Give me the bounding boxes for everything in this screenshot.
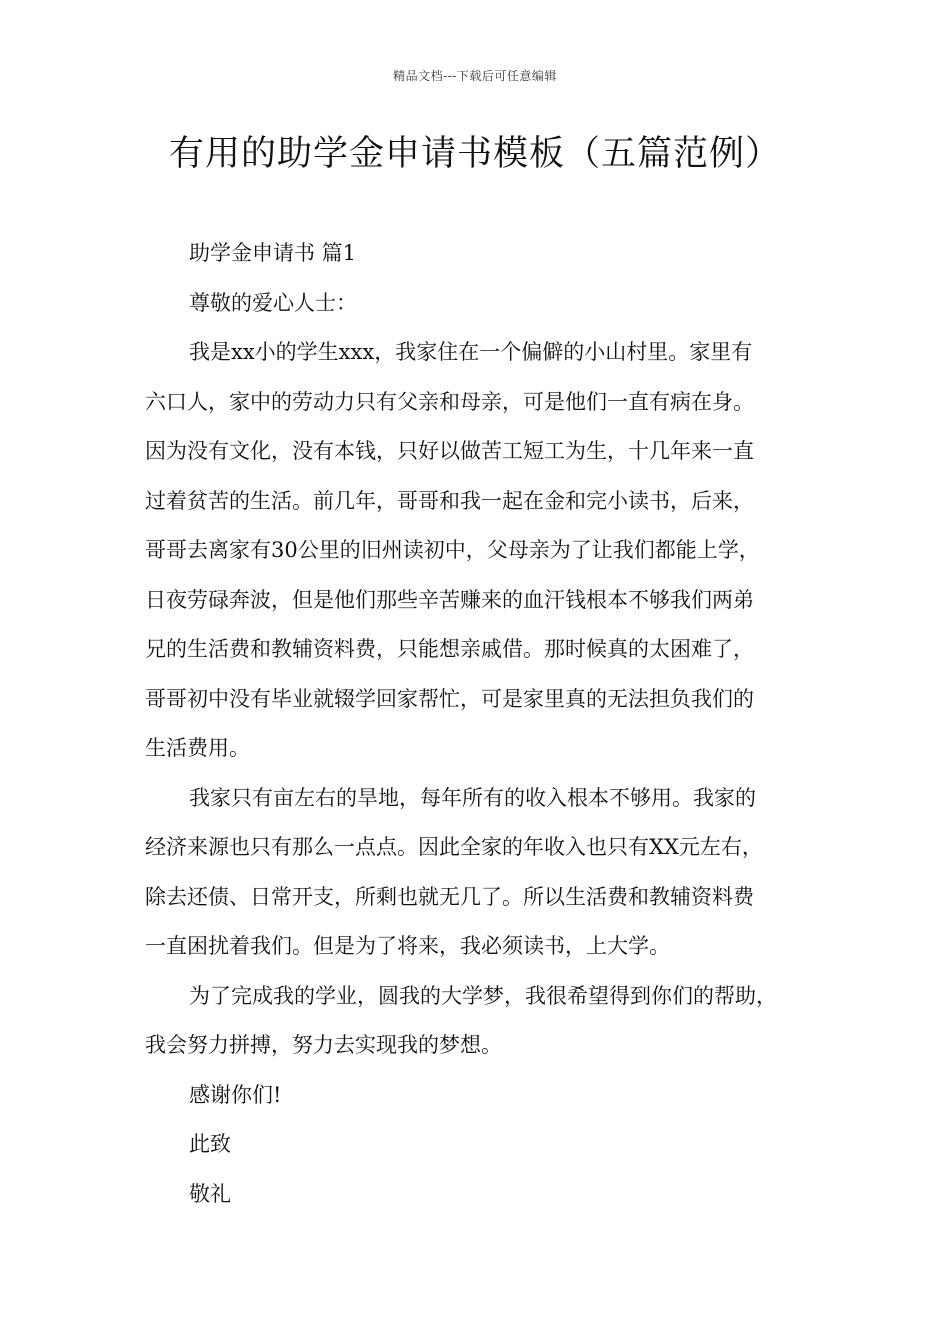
paragraph-line: 除去还债、日常开支，所剩也就无几了。所以生活费和教辅资料费 — [145, 884, 754, 909]
paragraph-line: 生活费用。 — [145, 736, 250, 760]
paragraph-line: 因为没有文化，没有本钱，只好以做苦工短工为生，十几年来一直 — [145, 439, 754, 463]
paragraph-line: 过着贫苦的生活。前几年，哥哥和我一起在金和完小读书，后来， — [145, 488, 754, 513]
paragraph-line: 我家只有亩左右的旱地，每年所有的收入根本不够用。我家的 — [189, 785, 756, 810]
paragraph-line: 经济来源也只有那么一点点。因此全家的年收入也只有XX元左右， — [145, 835, 763, 859]
paragraph-line: 六口人，家中的劳动力只有父亲和母亲，可是他们一直有病在身。 — [145, 389, 754, 414]
paragraph-line: 兄的生活费和教辅资料费，只能想亲戚借。那时候真的太困难了， — [145, 637, 754, 661]
closing-cizhi: 此致 — [189, 1132, 231, 1156]
document-body — [145, 229, 835, 1219]
paragraph-line: 哥哥初中没有毕业就辍学回家帮忙，可是家里真的无法担负我们的 — [145, 686, 754, 711]
paragraph-line: 我会努力拼搏，努力去实现我的梦想。 — [145, 1033, 502, 1057]
closing-thanks: 感谢你们! — [189, 1082, 282, 1107]
document-title: 有用的助学金申请书模板（五篇范例） — [168, 134, 781, 174]
section-heading: 助学金申请书 篇1 — [189, 241, 357, 265]
paragraph-line: 一直困扰着我们。但是为了将来，我必须读书，上大学。 — [145, 934, 670, 958]
closing-jingli: 敬礼 — [189, 1181, 231, 1206]
header-note: 精品文档---下载后可任意编辑 — [393, 69, 557, 83]
salutation: 尊敬的爱心人士： — [189, 290, 357, 315]
paragraph-line: 我是xx小的学生xxx，我家住在一个偏僻的小山村里。家里有 — [189, 340, 753, 364]
paragraph-line: 为了完成我的学业，圆我的大学梦，我很希望得到你们的帮助， — [189, 983, 777, 1008]
paragraph-line: 哥哥去离家有30公里的旧州读初中，父母亲为了让我们都能上学， — [145, 538, 760, 562]
paragraph-line: 日夜劳碌奔波，但是他们那些辛苦赚来的血汗钱根本不够我们两弟 — [145, 587, 754, 612]
